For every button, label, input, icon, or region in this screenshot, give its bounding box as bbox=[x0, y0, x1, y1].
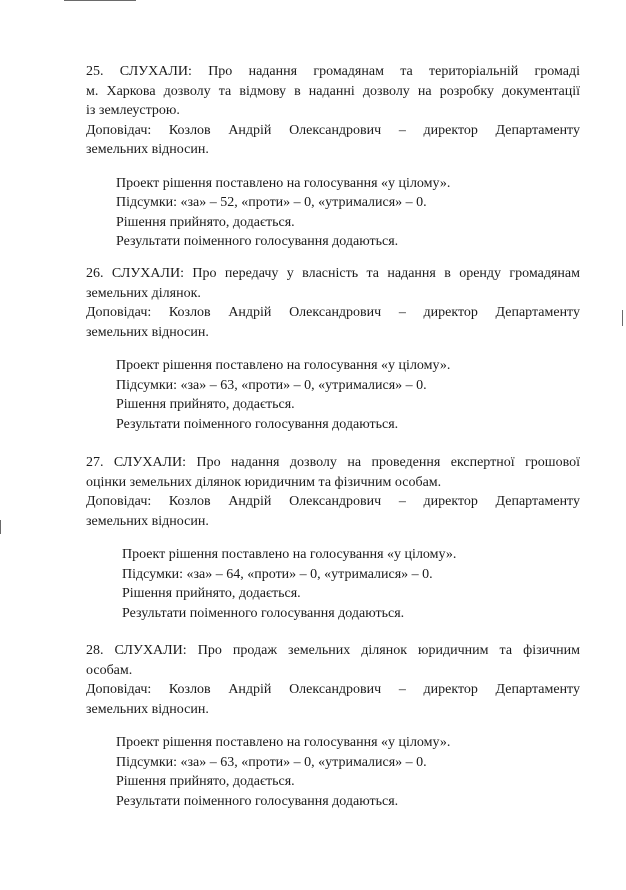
heading-line: із землеустрою. bbox=[86, 103, 180, 118]
agenda-item-28 bbox=[86, 641, 580, 811]
speaker-line: земельних відносин. bbox=[86, 142, 209, 157]
speaker-line: Доповідач: Козлов Андрій Олександрович – директор Департаменту bbox=[86, 122, 580, 138]
heading-line: особам. bbox=[86, 662, 133, 678]
vote-results bbox=[86, 174, 580, 252]
vote-result-line: Результати поіменного голосування додаються. bbox=[122, 605, 405, 621]
vote-result-line: Рішення прийнято, додається. bbox=[116, 214, 295, 230]
vote-result-line: Результати поіменного голосування додаються. bbox=[116, 234, 399, 249]
heading-line: 28. СЛУХАЛИ: Про продаж земельних ділянок юридичним та фізичним bbox=[86, 643, 580, 658]
vote-result-line: Проект рішення поставлено на голосування «у цілому». bbox=[116, 735, 451, 750]
vote-result-line: Підсумки: «за» – 52, «проти» – 0, «утрималися» – 0. bbox=[116, 195, 427, 210]
vote-result-line: Результати поіменного голосування додаються. bbox=[116, 416, 399, 432]
scan-artifact-left bbox=[0, 520, 1, 534]
speaker-line: Доповідач: Козлов Андрій Олександрович – директор Департаменту bbox=[86, 682, 580, 697]
vote-result-line: Підсумки: «за» – 63, «проти» – 0, «утрималися» – 0. bbox=[116, 377, 427, 393]
scan-artifact-right bbox=[622, 310, 623, 326]
vote-result-line: Результати поіменного голосування додаються. bbox=[116, 793, 399, 809]
vote-result-line: Підсумки: «за» – 64, «проти» – 0, «утрималися» – 0. bbox=[122, 566, 433, 582]
vote-result-line: Рішення прийнято, додається. bbox=[116, 397, 295, 412]
heading-line: 26. СЛУХАЛИ: Про передачу у власність та надання в оренду громадянам bbox=[86, 266, 580, 281]
vote-results bbox=[86, 733, 580, 811]
agenda-item-25 bbox=[86, 62, 580, 252]
heading-line: 25. СЛУХАЛИ: Про надання громадянам та територіальній громаді bbox=[86, 64, 580, 79]
speaker-line: Доповідач: Козлов Андрій Олександрович – директор Департаменту bbox=[86, 494, 580, 509]
speaker-line: земельних відносин. bbox=[86, 324, 209, 340]
heading-line: м. Харкова дозволу та відмову в наданні дозволу на розробку документації bbox=[86, 83, 580, 99]
vote-result-line: Підсумки: «за» – 63, «проти» – 0, «утрималися» – 0. bbox=[116, 754, 427, 770]
scan-artifact-top bbox=[64, 0, 136, 1]
vote-result-line: Проект рішення поставлено на голосування «у цілому». bbox=[116, 175, 451, 191]
heading-line: оцінки земельних ділянок юридичним та фізичним особам. bbox=[86, 474, 442, 490]
heading-line: 27. СЛУХАЛИ: Про надання дозволу на проведення експертної грошової bbox=[86, 455, 580, 470]
speaker-line: земельних відносин. bbox=[86, 701, 209, 717]
vote-results bbox=[86, 545, 580, 623]
vote-result-line: Рішення прийнято, додається. bbox=[116, 774, 295, 789]
speaker-line: Доповідач: Козлов Андрій Олександрович – директор Департаменту bbox=[86, 305, 580, 320]
agenda-item-27 bbox=[86, 453, 580, 623]
vote-results bbox=[86, 356, 580, 434]
agenda-item-26 bbox=[86, 264, 580, 434]
vote-result-line: Проект рішення поставлено на голосування «у цілому». bbox=[122, 547, 457, 562]
heading-line: земельних ділянок. bbox=[86, 285, 201, 301]
vote-result-line: Проект рішення поставлено на голосування «у цілому». bbox=[116, 358, 451, 373]
speaker-line: земельних відносин. bbox=[86, 513, 209, 529]
vote-result-line: Рішення прийнято, додається. bbox=[122, 586, 301, 601]
